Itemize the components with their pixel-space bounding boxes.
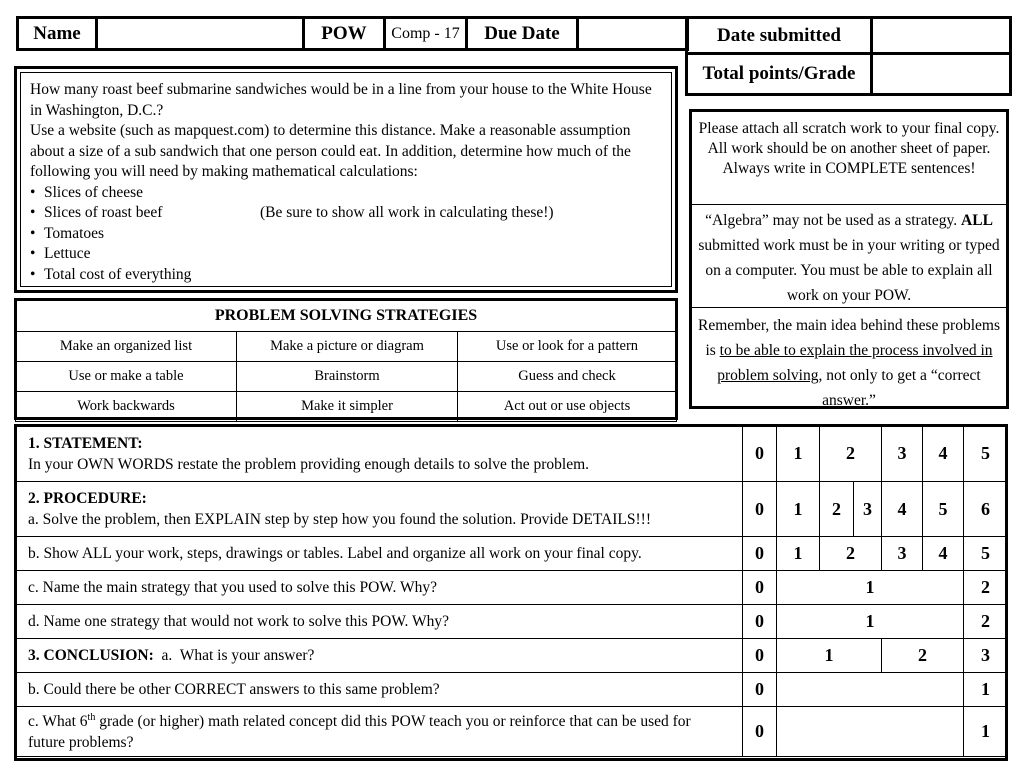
score-cell[interactable]: 5: [964, 426, 1008, 482]
score-cell[interactable]: 1: [777, 639, 882, 673]
strategies-title: PROBLEM SOLVING STRATEGIES: [16, 300, 677, 332]
score-cell[interactable]: 3: [964, 639, 1008, 673]
info-scratch-work: Please attach all scratch work to your final copy. All work should be on another sheet of paper. Always write in COMPLETE sentences!: [698, 120, 1000, 177]
list-item: • Slices of roast beef (Be sure to show all work in calculating these!): [30, 203, 662, 224]
rubric-main-strategy: c. Name the main strategy that you used to solve this POW. Why?: [16, 571, 743, 605]
score-cell[interactable]: 5: [964, 537, 1008, 571]
score-cell[interactable]: 0: [743, 707, 777, 757]
problem-text: [20, 72, 672, 287]
score-cell[interactable]: 3: [854, 482, 882, 537]
pow-label: POW: [304, 18, 385, 50]
strategy-cell: Act out or use objects: [458, 392, 677, 422]
score-cell[interactable]: 1: [964, 707, 1008, 757]
info-panel: [689, 109, 1009, 409]
problem-box: [14, 66, 678, 293]
problem-instructions: Use a website (such as mapquest.com) to determine this distance. Make a reasonable assumption about a size of a sub sandwich that one person could eat. In addition, determine how much of the following you will need by making mathematical calculations:: [30, 122, 631, 180]
table-row: [16, 673, 1008, 707]
list-item: • Total cost of everything: [30, 265, 662, 286]
rubric-failed-strategy: d. Name one strategy that would not work to solve this POW. Why?: [16, 605, 743, 639]
score-cell[interactable]: 4: [882, 482, 923, 537]
score-cell-empty[interactable]: [777, 673, 964, 707]
bullet-icon: •: [30, 204, 36, 221]
problem-question: How many roast beef submarine sandwiches would be in a line from your house to the White House in Washington, D.C.?: [30, 81, 652, 119]
score-cell-empty[interactable]: [777, 707, 964, 757]
info-algebra: “Algebra” may not be used as a strategy. ALL submitted work must be in your writing or typed on a computer. You must be able to explain all work on your POW.: [698, 212, 1000, 304]
comp-label: Comp - 17: [385, 18, 467, 50]
name-label: Name: [18, 18, 97, 50]
table-row: [16, 605, 1008, 639]
rubric-conclusion: 3. CONCLUSION: a. What is your answer?: [16, 639, 743, 673]
bullet-icon: •: [30, 183, 36, 201]
score-cell[interactable]: 3: [882, 537, 923, 571]
score-cell[interactable]: 1: [777, 426, 820, 482]
strategy-cell: Guess and check: [458, 362, 677, 392]
rubric-other-answers: b. Could there be other CORRECT answers to this same problem?: [16, 673, 743, 707]
score-cell[interactable]: 4: [923, 537, 964, 571]
table-row: [16, 482, 1008, 537]
score-cell[interactable]: 6: [964, 482, 1008, 537]
table-row: [16, 571, 1008, 605]
info-main-idea: Remember, the main idea behind these problems is to be able to explain the process involved in problem solving, not only to get a “correct answer.”: [698, 317, 1000, 409]
score-cell[interactable]: 1: [964, 673, 1008, 707]
score-cell[interactable]: 0: [743, 605, 777, 639]
grade-box: [685, 16, 1012, 96]
score-cell[interactable]: 2: [964, 605, 1008, 639]
bullet-icon: •: [30, 224, 36, 242]
strategy-cell: Make an organized list: [16, 332, 237, 362]
score-cell[interactable]: 4: [923, 426, 964, 482]
due-date-label: Due Date: [467, 18, 578, 50]
strategies-table: [15, 299, 677, 422]
table-row: [16, 707, 1008, 757]
due-date-field[interactable]: [578, 18, 688, 50]
list-item: • Tomatoes: [30, 224, 662, 245]
score-cell[interactable]: 2: [820, 537, 882, 571]
divider: [692, 204, 1006, 205]
problem-list: [30, 183, 662, 286]
score-cell[interactable]: 0: [743, 673, 777, 707]
table-row: [16, 426, 1008, 482]
score-cell[interactable]: 0: [743, 571, 777, 605]
total-points-label: Total points/Grade: [687, 54, 872, 95]
table-row: [16, 537, 1008, 571]
strategy-cell: Work backwards: [16, 392, 237, 422]
date-submitted-label: Date submitted: [687, 18, 872, 54]
score-cell[interactable]: 0: [743, 482, 777, 537]
score-cell[interactable]: 2: [820, 426, 882, 482]
rubric-math-concept: c. What 6th grade (or higher) math related concept did this POW teach you or reinforce that can be used for future problems?: [16, 707, 743, 757]
divider: [692, 307, 1006, 308]
score-cell[interactable]: 2: [882, 639, 964, 673]
list-item: • Lettuce: [30, 244, 662, 265]
score-cell[interactable]: 1: [777, 571, 964, 605]
total-points-field[interactable]: [872, 54, 1011, 95]
score-cell[interactable]: 1: [777, 482, 820, 537]
strategy-cell: Use or make a table: [16, 362, 237, 392]
table-row: [16, 639, 1008, 673]
score-cell[interactable]: 0: [743, 426, 777, 482]
bullet-icon: •: [30, 245, 36, 262]
name-field[interactable]: [97, 18, 304, 50]
score-cell[interactable]: 1: [777, 537, 820, 571]
rubric-procedure: 2. PROCEDURE: a. Solve the problem, then EXPLAIN step by step how you found the solution. Provide DETAILS!!!: [16, 482, 743, 537]
score-cell[interactable]: 5: [923, 482, 964, 537]
rubric-statement: 1. STATEMENT: In your OWN WORDS restate the problem providing enough details to solve the problem.: [16, 426, 743, 482]
score-cell[interactable]: 0: [743, 639, 777, 673]
score-cell[interactable]: 2: [820, 482, 854, 537]
bullet-icon: •: [30, 265, 36, 283]
date-submitted-field[interactable]: [872, 18, 1011, 54]
rubric-table: [15, 425, 1008, 757]
score-cell[interactable]: 0: [743, 537, 777, 571]
list-item: • Slices of cheese: [30, 183, 662, 204]
header-bar: [16, 16, 689, 51]
strategy-cell: Use or look for a pattern: [458, 332, 677, 362]
score-cell[interactable]: 1: [777, 605, 964, 639]
score-cell[interactable]: 3: [882, 426, 923, 482]
rubric-show-work: b. Show ALL your work, steps, drawings or tables. Label and organize all work on your final copy.: [16, 537, 743, 571]
strategy-cell: Make it simpler: [237, 392, 458, 422]
strategy-cell: Brainstorm: [237, 362, 458, 392]
problem-note: (Be sure to show all work in calculating these!): [260, 204, 554, 221]
strategy-cell: Make a picture or diagram: [237, 332, 458, 362]
score-cell[interactable]: 2: [964, 571, 1008, 605]
